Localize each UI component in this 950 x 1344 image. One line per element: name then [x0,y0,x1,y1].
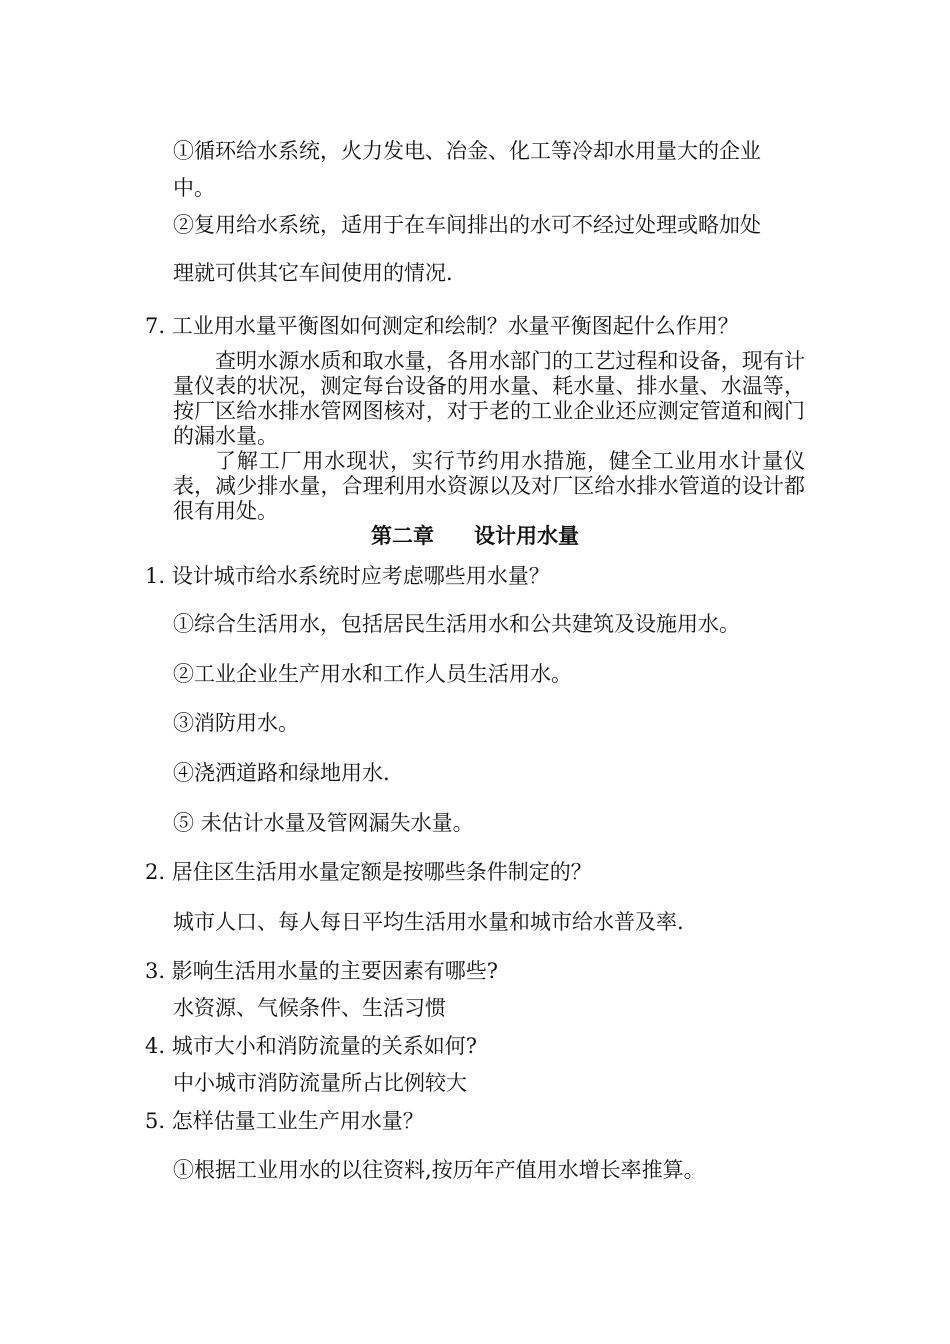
intro-item-1-line-2: 中。 [173,176,215,200]
answer-2: 城市人口、每人每日平均生活用水量和城市给水普及率. [173,910,684,934]
answer-1-item-5: ⑤ 未估计水量及管网漏失水量。 [173,811,474,835]
chapter-number: 第二章 [371,523,434,548]
intro-item-1-line-1: ①循环给水系统，火力发电、冶金、化工等冷却水用量大的企业 [173,139,761,163]
question-4: 4. 城市大小和消防流量的关系如何? [145,1034,477,1058]
answer-3: 水资源、气候条件、生活习惯 [173,996,446,1020]
question-1: 1. 设计城市给水系统时应考虑哪些用水量？ [145,564,550,588]
answer-1-item-3: ③消防用水。 [173,711,299,735]
question-7: 7. 工业用水量平衡图如何测定和绘制？水量平衡图起什么作用？ [145,314,739,338]
chapter-heading [0,523,950,549]
answer-5: ①根据工业用水的以往资料,按历年产值用水增长率推算。 [173,1158,705,1182]
chapter-title: 设计用水量 [474,523,579,548]
answer-7-paragraph-1: 查明水源水质和取水量，各用水部门的工艺过程和设备，现有计量仪表的状况，测定每台设备的用水量、耗水量、排水量、水温等，按厂区给水排水管网图核对，对于老的工业企业还应测定管道和阀门的漏水量。 [173,349,805,448]
answer-7-paragraph-2: 了解工厂用水现状，实行节约用水措施，健全工业用水计量仪表，减少排水量，合理利用水资源以及对厂区给水排水管道的设计都很有用处。 [173,449,805,523]
question-3: 3. 影响生活用水量的主要因素有哪些? [145,959,498,983]
answer-1-item-4: ④浇洒道路和绿地用水. [173,761,390,785]
answer-1-item-2: ②工业企业生产用水和工作人员生活用水。 [173,662,572,686]
question-2: 2. 居住区生活用水量定额是按哪些条件制定的？ [145,860,592,884]
answer-4: 中小城市消防流量所占比例较大 [173,1071,467,1095]
intro-item-2-line-1: ②复用给水系统，适用于在车间排出的水可不经过处理或略加处 [173,213,761,237]
answer-1-item-1: ①综合生活用水，包括居民生活用水和公共建筑及设施用水。 [173,612,740,636]
question-5: 5. 怎样估量工业生产用水量？ [145,1109,424,1133]
intro-item-2-line-2: 理就可供其它车间使用的情况. [173,261,453,285]
